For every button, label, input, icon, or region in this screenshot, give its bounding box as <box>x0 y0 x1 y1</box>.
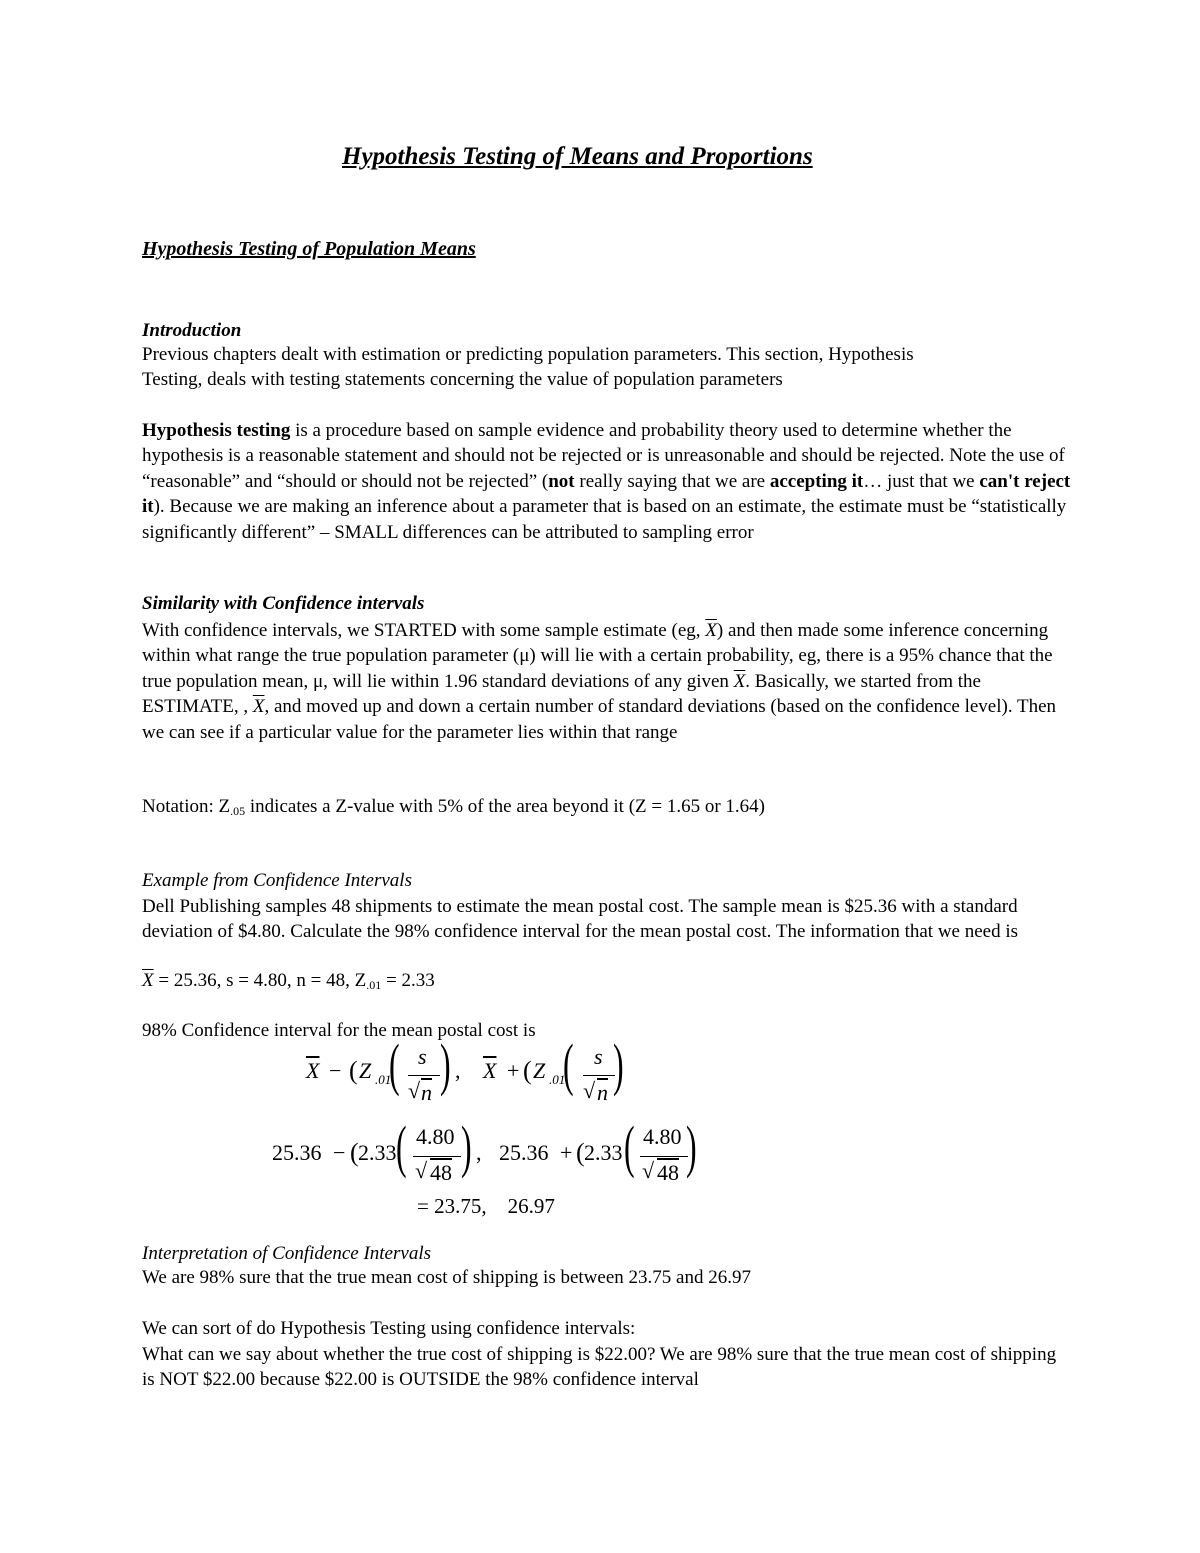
interpretation-text: We are 98% sure that the true mean cost of shipping is between 23.75 and 26.97 <box>142 1267 751 1288</box>
x-bar-symbol: $\overline{X}$ <box>733 670 746 692</box>
x-bar-symbol: $\overline{X}$ <box>142 970 154 991</box>
example-values <box>142 970 435 993</box>
minus-sign: − <box>329 1058 342 1083</box>
paren-big-close: ) <box>440 1032 451 1097</box>
n-value: 48 <box>430 1160 452 1185</box>
paren-open: ( <box>576 1138 585 1167</box>
notation-text: Notation: Z <box>142 796 231 817</box>
x-bar-symbol: $\overline{X}$ <box>483 1058 497 1083</box>
similarity-text: With confidence intervals, we STARTED with some sample estimate (eg, <box>142 620 706 641</box>
similarity-heading: Similarity with Confidence intervals <box>142 593 425 614</box>
z-value: 2.33 <box>358 1140 397 1165</box>
paren-big-close: ) <box>461 1114 472 1179</box>
mean-value: 25.36 <box>272 1140 322 1165</box>
x-bar-symbol: $\overline{X}$ <box>306 1058 320 1083</box>
fraction-bar <box>583 1075 615 1076</box>
s-symbol: s <box>418 1044 427 1069</box>
intro-line-1: Previous chapters dealt with estimation or predicting population parameters. This section, Hypothesis <box>142 344 914 365</box>
intro-line-2: Testing, deals with testing statements concerning the value of population parameters <box>142 369 783 390</box>
closing-paragraph: What can we say about whether the true cost of shipping is $22.00? We are 98% sure that the true mean cost of shipping is NOT $22.00 because $22.00 is OUTSIDE the 98% confidence interval <box>142 1344 1057 1391</box>
notation-text: indicates a Z-value with 5% of the area beyond it (Z = 1.65 or 1.64) <box>245 796 765 817</box>
similarity-text: , and moved up and down a certain number of standard deviations (based on the confidence level). Then we can see if a particular value for the parameter lies within that range <box>142 696 1057 743</box>
definition-text: is a procedure based on sample evidence and probability theory used to determine whether the hypothesis is a reasonable statement and should not be rejected or is unreasonable and should be rejected. Note the use of “reasonable” and “should or should not be rejected” ( <box>142 420 1065 492</box>
paren-big-open: ( <box>396 1114 407 1179</box>
fraction-bar <box>413 1156 461 1157</box>
minus-sign: − <box>333 1140 346 1165</box>
paren-big-open: ( <box>624 1114 635 1179</box>
emphasis-not: not <box>548 470 575 492</box>
comma: , <box>476 1140 482 1165</box>
values-subscript: .01 <box>366 978 382 992</box>
values-text: = 2.33 <box>381 970 435 991</box>
fraction-bar <box>640 1156 688 1157</box>
intro-heading: Introduction <box>142 320 242 341</box>
sqrt-symbol: √ <box>408 1078 421 1103</box>
closing-line-1: We can sort of do Hypothesis Testing using confidence intervals: <box>142 1318 636 1339</box>
paren-open: ( <box>523 1056 532 1085</box>
similarity-paragraph <box>142 618 1072 745</box>
sd-value: 4.80 <box>416 1124 455 1149</box>
definition-term: Hypothesis testing <box>142 420 291 441</box>
formula-result: = 23.75, 26.97 <box>417 1194 555 1218</box>
notation-subscript: .05 <box>230 804 246 818</box>
example-heading: Example from Confidence Intervals <box>142 870 412 891</box>
plus-sign: + <box>507 1058 520 1083</box>
z-symbol: Z <box>533 1058 546 1083</box>
n-symbol: n <box>597 1080 608 1105</box>
sqrt-symbol: √ <box>415 1158 428 1183</box>
fraction-bar <box>408 1075 440 1076</box>
comma: , <box>455 1058 461 1083</box>
ci-label: 98% Confidence interval for the mean postal cost is <box>142 1020 536 1041</box>
sqrt-symbol: √ <box>642 1158 655 1183</box>
similarity-text: ) and then made some inference concerning within what range the true population parameter (μ) will lie with a certain probability, eg, there is a 95% chance that the true population mean, μ, will lie within 1.96 standard deviations of any given <box>142 620 1053 692</box>
paren-big-close: ) <box>686 1114 697 1179</box>
definition-paragraph <box>142 418 1072 545</box>
section-heading: Hypothesis Testing of Population Means <box>142 238 476 260</box>
document-title: Hypothesis Testing of Means and Proportions <box>342 143 813 170</box>
x-bar-symbol: $\overline{X}$ <box>705 620 717 641</box>
z-symbol: Z <box>359 1058 372 1083</box>
paren-open: ( <box>350 1138 359 1167</box>
paren-open: ( <box>349 1056 358 1085</box>
paren-big-open: ( <box>563 1032 574 1097</box>
notation-line <box>142 796 765 819</box>
z-subscript: .01 <box>375 1072 392 1087</box>
definition-text: ). Because we are making an inference about a parameter that is based on an estimate, the estimate must be “statistically significantly different” – SMALL differences can be attributed to sampling error <box>142 496 1067 543</box>
n-symbol: n <box>421 1080 432 1105</box>
sd-value: 4.80 <box>643 1124 682 1149</box>
paren-big-close: ) <box>613 1032 624 1097</box>
z-value: 2.33 <box>584 1140 623 1165</box>
s-symbol: s <box>594 1044 603 1069</box>
definition-text: really saying that we are <box>574 470 770 492</box>
x-bar-symbol: $\overline{X}$ <box>252 696 265 718</box>
n-value: 48 <box>657 1160 679 1185</box>
similarity-text: . Basically, we started from the ESTIMATE, , <box>142 670 981 718</box>
plus-sign: + <box>560 1140 573 1165</box>
sqrt-symbol: √ <box>583 1078 596 1103</box>
mean-value: 25.36 <box>499 1140 549 1165</box>
definition-text: … just that we <box>863 470 980 492</box>
paren-big-open: ( <box>389 1032 400 1097</box>
z-subscript: .01 <box>549 1072 566 1087</box>
emphasis-accepting: accepting it <box>769 470 864 492</box>
values-text: = 25.36, s = 4.80, n = 48, Z <box>153 970 367 991</box>
emphasis-cant-reject: can't reject it <box>142 470 1071 518</box>
interpretation-heading: Interpretation of Confidence Intervals <box>142 1243 431 1264</box>
example-paragraph: Dell Publishing samples 48 shipments to estimate the mean postal cost. The sample mean is $25.36 with a standard deviation of $4.80. Calculate the 98% confidence interval for the mean postal cost. The information that we need is <box>142 896 1019 943</box>
